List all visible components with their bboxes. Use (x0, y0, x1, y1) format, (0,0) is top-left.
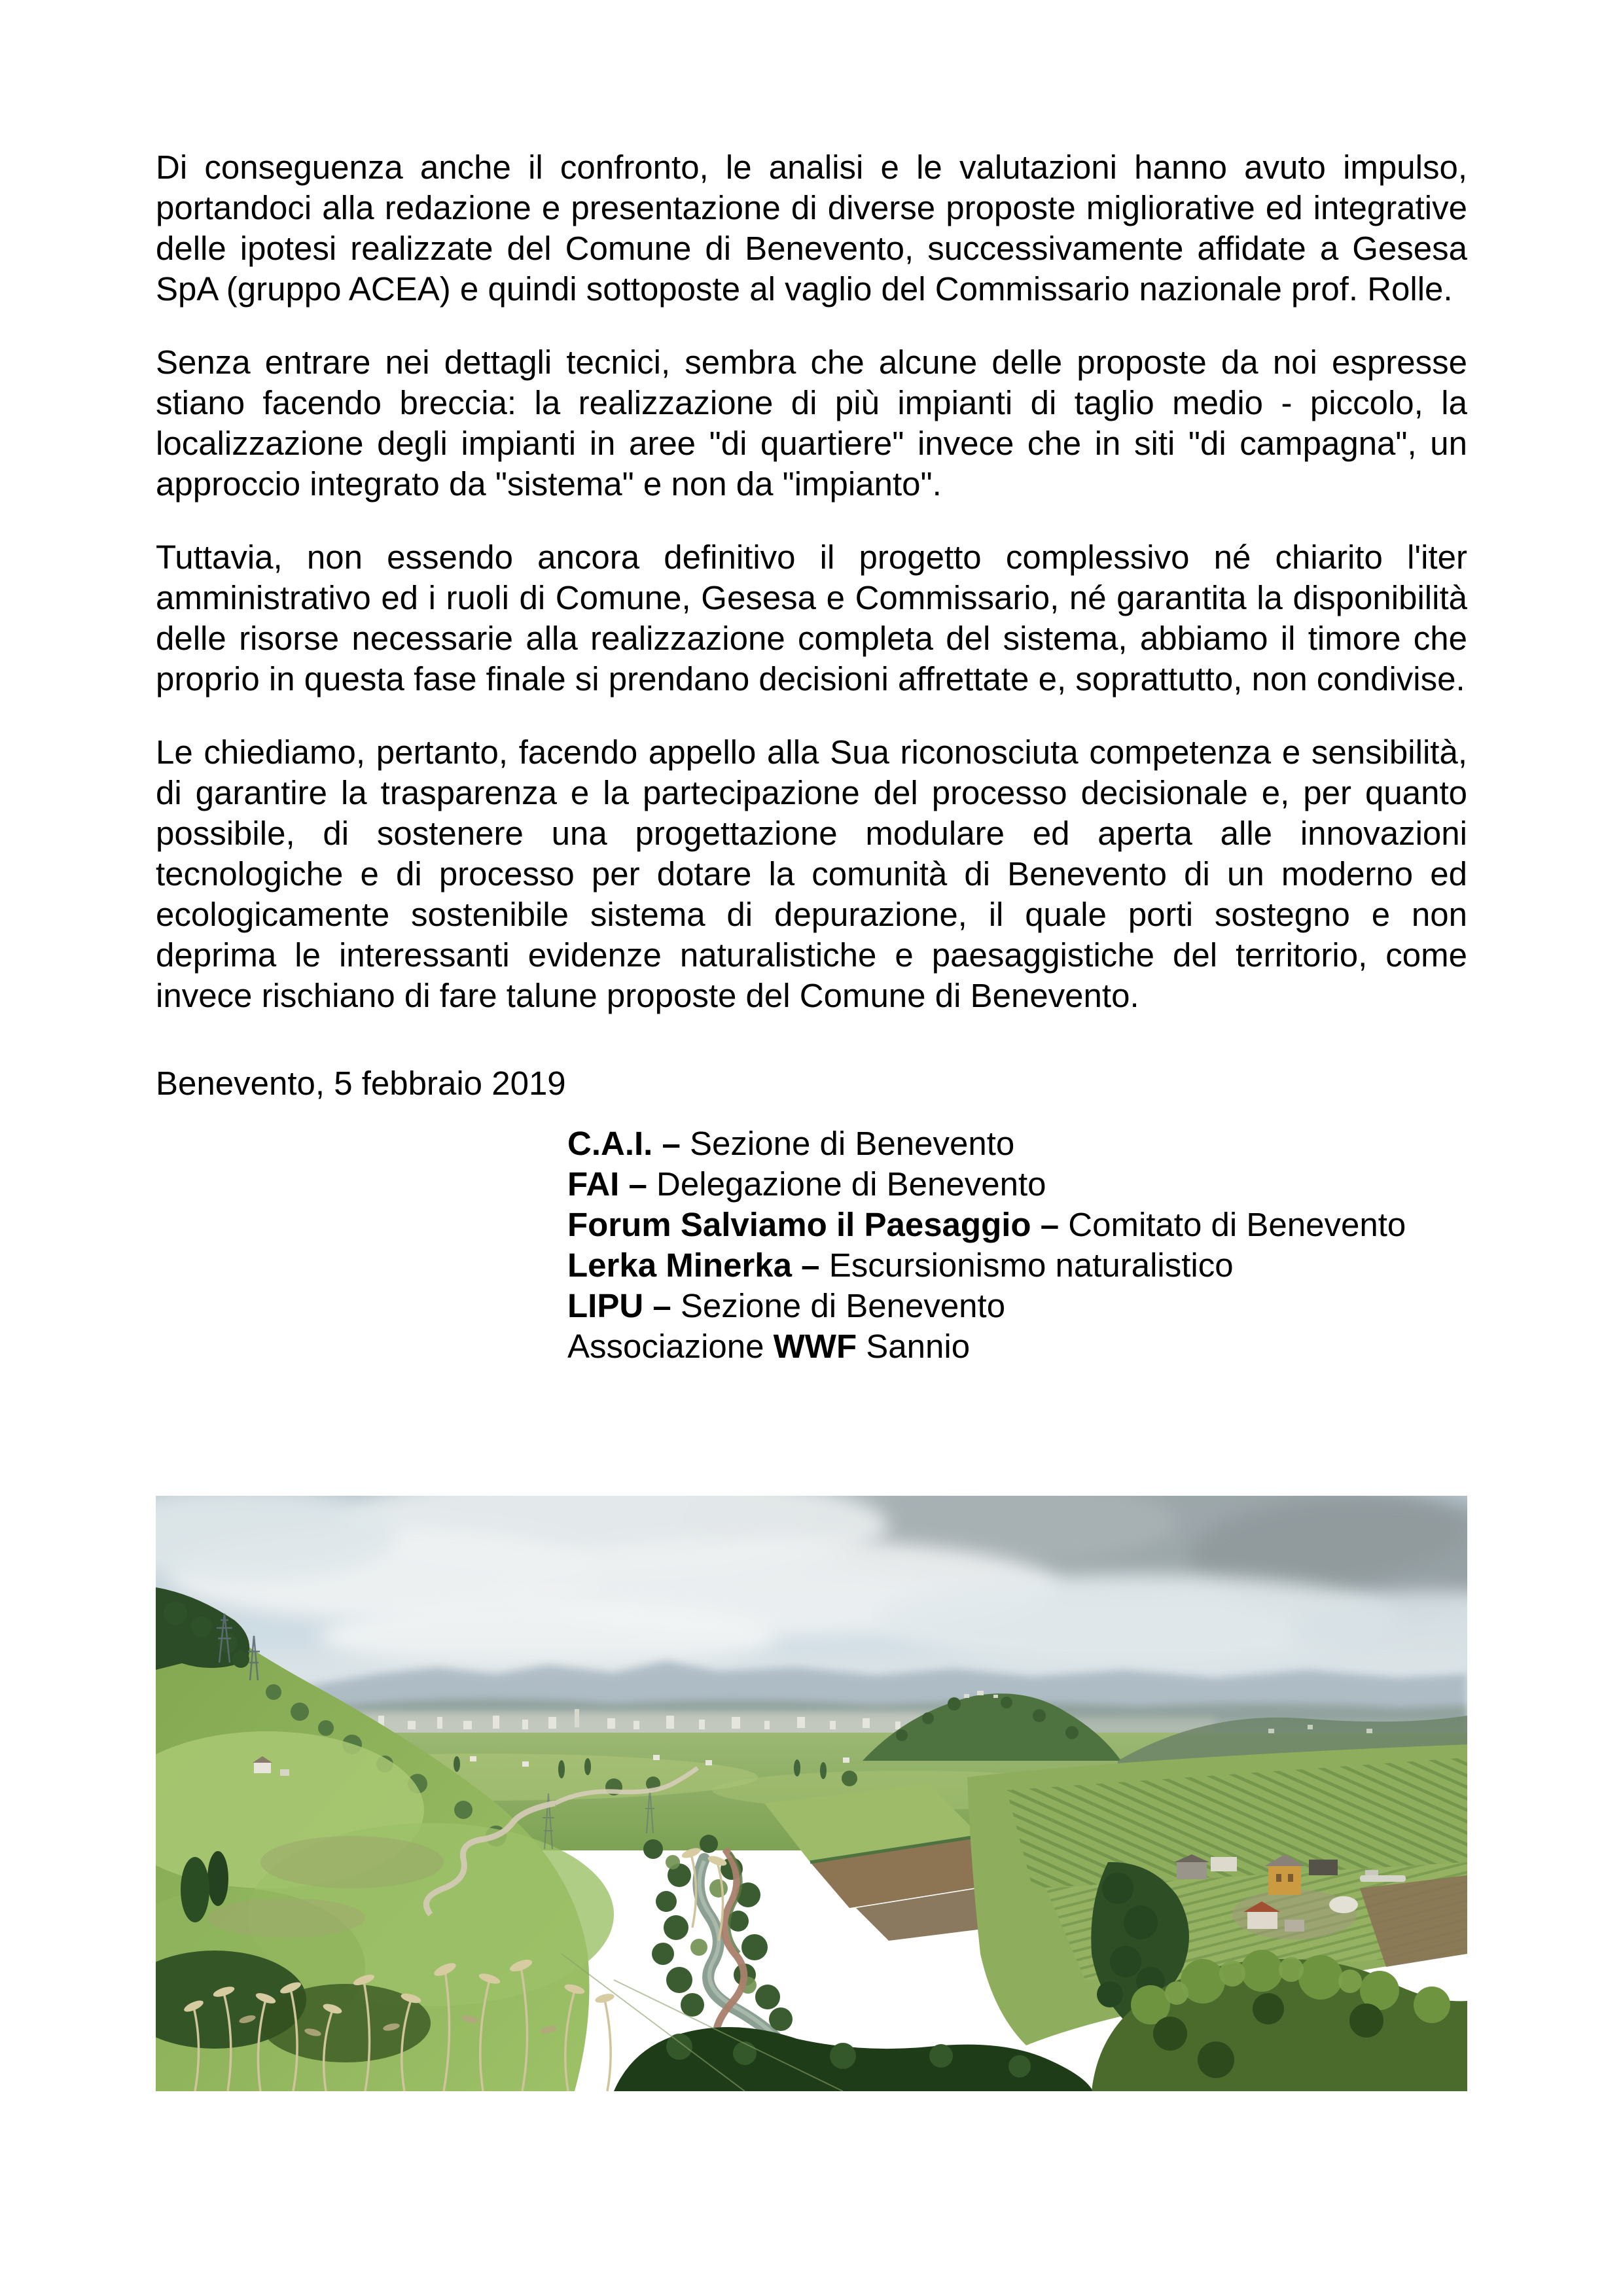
landscape-photo (156, 1496, 1467, 2091)
date-line: Benevento, 5 febbraio 2019 (156, 1065, 566, 1102)
signatory-line (567, 1205, 1467, 1245)
signatory-role: Comitato di Benevento (1059, 1206, 1406, 1243)
signatory-line (567, 1326, 1467, 1367)
signatories-block (567, 1123, 1467, 1367)
signatory-role: Escursionismo naturalistico (819, 1246, 1234, 1284)
paragraph: Di conseguenza anche il confronto, le analisi e le valutazioni hanno avuto impulso, portandoci alla redazione e presentazione di diverse proposte migliorative ed integrative delle ipotesi realizzate del Comune di Benevento, successivamente affidate a Gesesa SpA (gruppo ACEA) e quindi sottoposte al vaglio del Commissario nazionale prof. Rolle. (156, 149, 1467, 308)
signatory-role: Sezione di Benevento (671, 1287, 1006, 1324)
signatory-name: Lerka Minerka – (567, 1246, 820, 1284)
landscape-photo-graphic (156, 1496, 1467, 2091)
paragraph: Senza entrare nei dettagli tecnici, sembra che alcune delle proposte da noi espresse stiano facendo breccia: la realizzazione di più impianti di taglio medio - piccolo, la localizzazione degli impianti in aree "di quartiere" invece che in siti "di campagna", un approccio integrato da "sistema" e non da "impianto". (156, 344, 1467, 503)
signatory-line (567, 1245, 1467, 1286)
signatory-role: Sannio (857, 1328, 971, 1365)
paragraph: Tuttavia, non essendo ancora definitivo il progetto complessivo né chiarito l'iter amministrativo ed i ruoli di Comune, Gesesa e Commissario, né garantita la disponibilità delle risorse necessarie alla realizzazione completa del sistema, abbiamo il timore che proprio in questa fase finale si prendano decisioni affrettate e, soprattutto, non condivise. (156, 539, 1467, 698)
signatory-line (567, 1286, 1467, 1326)
signatory-name: WWF (773, 1328, 857, 1365)
signatory-prefix: Associazione (567, 1328, 774, 1365)
signatory-name: Forum Salviamo il Paesaggio – (567, 1206, 1060, 1243)
signatory-role: Sezione di Benevento (680, 1125, 1015, 1162)
signatory-line (567, 1123, 1467, 1164)
signatory-name: FAI – (567, 1165, 647, 1203)
signatory-name: C.A.I. – (567, 1125, 681, 1162)
signatory-role: Delegazione di Benevento (647, 1165, 1046, 1203)
letter-body (156, 147, 1467, 1367)
signatory-line (567, 1164, 1467, 1205)
paragraph: Le chiediamo, pertanto, facendo appello alla Sua riconosciuta competenza e sensibilità, di garantire la trasparenza e la partecipazione del processo decisionale e, per quanto possibile, di sostenere una progettazione modulare ed aperta alle innovazioni tecnologiche e di processo per dotare la comunità di Benevento di un moderno ed ecologicamente sostenibile sistema di depurazione, il quale porti sostegno e non deprima le interessanti evidenze naturalistiche e paesaggistiche del territorio, come invece rischiano di fare talune proposte del Comune di Benevento. (156, 733, 1467, 1014)
signatory-name: LIPU – (567, 1287, 671, 1324)
